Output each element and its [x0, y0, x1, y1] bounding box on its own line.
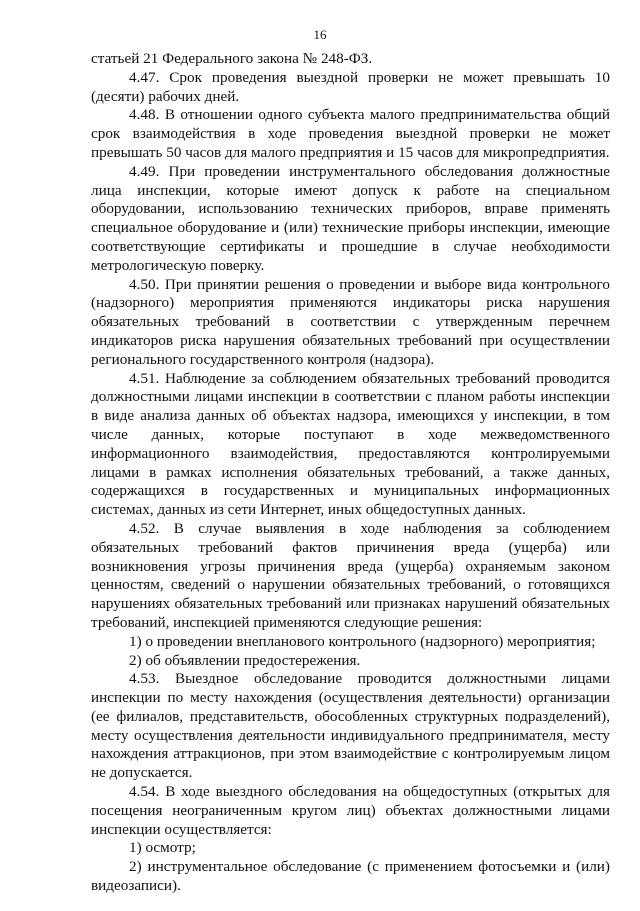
document-body — [91, 50, 610, 896]
paragraph-4-47: 4.47. Срок проведения выездной проверки не может превышать 10 (десяти) рабочих дней. — [91, 68, 610, 105]
paragraph-4-51: 4.51. Наблюдение за соблюдением обязательных требований проводится должностными лицами инспекции в соответствии с планом работы инспекции в виде анализа данных об объектах надзора, имеющихся у инспекции, в том числе данных, которые поступают в ходе межведомственного информационного взаимодействия, предоставляются контролируемыми лицами в рамках исполнения обязательных требований, а также данных, содержащихся в государственных и муниципальных информационных системах, данных из сети Интернет, иных общедоступных данных. — [91, 369, 610, 519]
list-item-4-52-2: 2) об объявлении предостережения. — [129, 651, 361, 669]
paragraph-4-50: 4.50. При принятии решения о проведении и выборе вида контрольного (надзорного) мероприятия применяются индикаторы риска нарушения обязательных требований в соответствии с утвержденным перечнем индикаторов риска нарушения обязательных требований при осуществлении регионального государственного контроля (надзора). — [91, 275, 610, 368]
list-item-4-54-1: 1) осмотр; — [129, 839, 196, 857]
paragraph-4-54: 4.54. В ходе выездного обследования на общедоступных (открытых для посещения неограниченным кругом лиц) объектах должностными лицами инспекции осуществляется: — [91, 783, 610, 838]
paragraph-4-49: 4.49. При проведении инструментального обследования должностные лица инспекции, которые имеют допуск к работе на специальном оборудовании, использованию технических приборов, вправе применять специальное оборудование и (или) технические приборы инспекции, имеющие соответствующие сертификаты и прошедшие в случае необходимости метрологическую поверку. — [91, 162, 610, 274]
list-item-4-54-2: 2) инструментальное обследование (с применением фотосъемки и (или) видеозаписи). — [91, 858, 610, 895]
list-item-4-52-1: 1) о проведении внепланового контрольного (надзорного) мероприятия; — [129, 632, 596, 650]
paragraph-4-52: 4.52. В случае выявления в ходе наблюдения за соблюдением обязательных требований фактов причинения вреда (ущерба) или возникновения угрозы причинения вреда (ущерба) охраняемым законом ценностям, сведений о нарушении обязательных требований, о готовящихся нарушениях обязательных требований или признаках нарушений обязательных требований, инспекцией применяются следующие решения: — [91, 519, 610, 631]
paragraph-4-48: 4.48. В отношении одного субъекта малого предпринимательства общий срок взаимодействия в ходе проведения выездной проверки не может превышать 50 часов для малого предприятия и 15 часов для микропредприятия. — [91, 106, 610, 161]
paragraph-4-53: 4.53. Выездное обследование проводится должностными лицами инспекции по месту нахождения (осуществления деятельности) организации (ее филиалов, представительств, обособленных структурных подразделений), месту осуществления деятельности индивидуального предпринимателя, месту нахождения аттракционов, при этом взаимодействие с контролируемым лицом не допускается. — [91, 670, 610, 782]
page-number: 16 — [313, 27, 327, 42]
paragraph-continuation: статьей 21 Федерального закона № 248-ФЗ. — [91, 50, 373, 67]
